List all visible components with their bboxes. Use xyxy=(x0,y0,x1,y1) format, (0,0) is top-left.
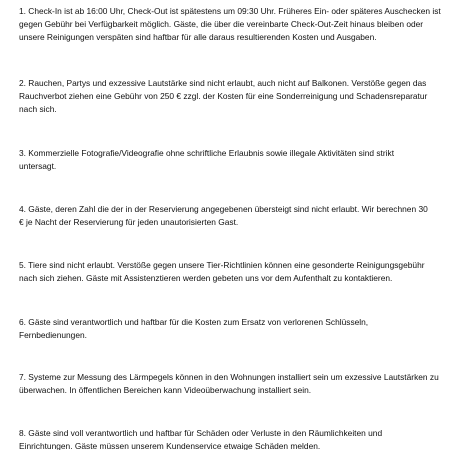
rule-1-check-in-check-out xyxy=(19,5,445,43)
rule-line: Rauchverbot ziehen eine Gebühr von 250 € zzgl. der Kosten für eine Sonderreinigung und Schadensreparatur xyxy=(19,90,428,101)
rule-6-lost-keys xyxy=(19,316,445,342)
rule-line: nach sich. xyxy=(19,103,57,114)
rule-line: 4. Gäste, deren Zahl die der in der Reservierung angegebenen übersteigt sind nicht erlaubt. Wir berechnen 30 xyxy=(19,204,428,214)
rule-line: 7. Systeme zur Messung des Lärmpegels können in den Wohnungen installiert sein um exzessive Lautstärken zu xyxy=(19,372,439,382)
rule-line: überwachen. In öffentlichen Bereichen kann Videoüberwachung installiert sein. xyxy=(19,384,312,395)
rule-line: 6. Gäste sind verantwortlich und haftbar für die Kosten zum Ersatz von verlorenen Schlüsseln, xyxy=(19,317,369,327)
rule-line: 8. Gäste sind voll verantwortlich und haftbar für Schäden oder Verluste in den Räumlichkeiten und xyxy=(19,428,383,438)
rule-line: Einrichtungen. Gäste müssen unserem Kundenservice etwaige Schäden melden. xyxy=(19,440,321,450)
rule-line: nach sich ziehen. Gäste mit Assistenztieren werden gebeten uns vor dem Aufenthalt zu kontaktieren. xyxy=(19,272,393,283)
rule-line: € je Nacht der Reservierung für jeden unautorisierten Gast. xyxy=(19,216,239,227)
rule-2-smoking-parties xyxy=(19,77,445,115)
rule-line: 3. Kommerzielle Fotografie/Videografie ohne schriftliche Erlaubnis sowie illegale Aktivitäten sind strikt xyxy=(19,148,395,158)
rule-line: 2. Rauchen, Partys und exzessive Lautstärke sind nicht erlaubt, auch nicht auf Balkonen. Verstöße gegen das xyxy=(19,78,427,88)
rule-line: 5. Tiere sind nicht erlaubt. Verstöße gegen unsere Tier-Richtlinien können eine gesonderte Reinigungsgebühr xyxy=(19,260,425,270)
rule-line: 1. Check-In ist ab 16:00 Uhr, Check-Out ist spätestens um 09:30 Uhr. Früheres Ein- oder späteres Auschecken ist xyxy=(19,6,441,16)
rule-5-pets xyxy=(19,259,445,285)
rule-line: unsere Reinigungen verspäten sind haftbar für alle daraus resultierenden Kosten und Ausgaben. xyxy=(19,31,377,42)
rule-4-guest-count xyxy=(19,203,445,229)
rule-line: gegen Gebühr bei Verfügbarkeit möglich. Gäste, die über die vereinbarte Check-Out-Zeit hinaus bleiben oder xyxy=(19,18,424,29)
rule-line: untersagt. xyxy=(19,160,57,171)
rule-7-noise-monitoring xyxy=(19,371,445,397)
rule-3-commercial-photography xyxy=(19,147,445,173)
rule-8-damages-liability xyxy=(19,427,445,450)
rule-line: Fernbedienungen. xyxy=(19,329,87,340)
